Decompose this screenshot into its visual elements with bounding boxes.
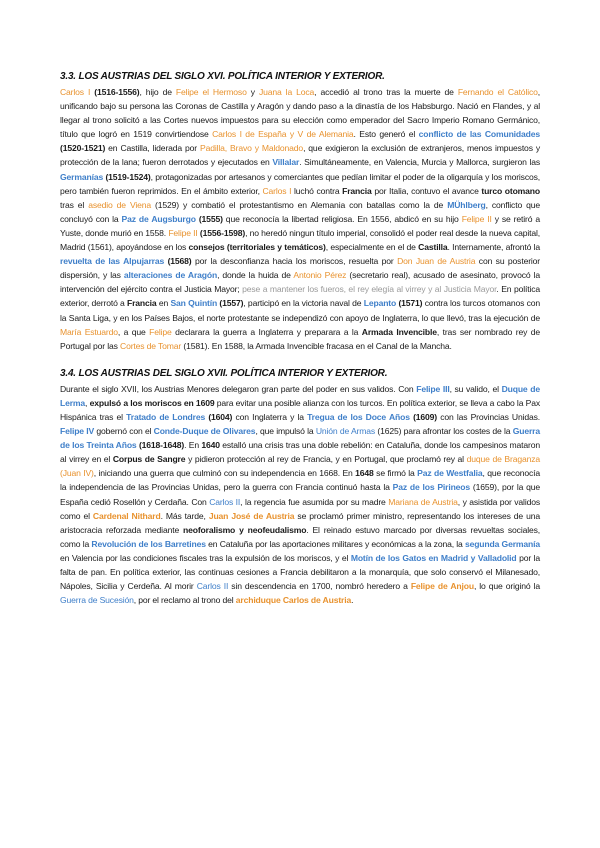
bold-text: (1556-1598) bbox=[199, 227, 246, 238]
highlighted-term: Felipe II bbox=[168, 227, 198, 238]
text-run: , y asistida por validos como el bbox=[60, 496, 540, 521]
highlighted-term: Felipe de Anjou bbox=[410, 581, 474, 592]
bold-text: (1555) bbox=[198, 213, 223, 224]
highlighted-term: Motín de los Gatos en Madrid y Valladolid bbox=[350, 552, 517, 563]
bold-text: 1648 bbox=[355, 468, 374, 479]
section-body-2 bbox=[60, 382, 540, 608]
highlighted-term: revuelta de las Alpujarras bbox=[60, 256, 165, 267]
highlighted-term: Tregua de los Doce Años bbox=[307, 411, 410, 422]
text-run: en Castilla, liderada por bbox=[105, 143, 201, 154]
text-run: con las Provincias Unidas. bbox=[437, 411, 541, 422]
section-title-2: 3.4. LOS AUSTRIAS DEL SIGLO XVII. POLÍTICA INTERIOR Y EXTERIOR. bbox=[60, 367, 388, 379]
text-run: se firmó la bbox=[373, 468, 418, 479]
highlighted-term: Don Juan de Austria bbox=[397, 256, 476, 267]
highlighted-term: Revolución de los Barretines bbox=[91, 538, 206, 549]
highlighted-term: Felipe bbox=[149, 326, 172, 337]
highlighted-term: Fernando el Católico bbox=[457, 87, 538, 97]
section-body-1 bbox=[60, 85, 540, 353]
highlighted-term: Conde-Duque de Olivares bbox=[153, 426, 256, 437]
highlighted-term: Tratado de Londres bbox=[126, 411, 206, 422]
text-run: que reconocía la libertad religiosa. En 1556, abdicó en su hijo bbox=[222, 213, 462, 224]
text-run: contra los turcos otomanos con la Santa Liga, y en los Países Bajos, el norte protestante se independizó con apoyo de Inglaterra, lo que llevó, tras la ejecución de bbox=[60, 298, 540, 323]
text-run: tras el bbox=[60, 199, 89, 210]
text-run: , iniciando una guerra que culminó con su independencia en 1668. En bbox=[93, 468, 356, 479]
text-run: , protagonizadas por artesanos y comerciantes que pedían limitar el poder de la oligarquía y los moriscos, pero también fueron reprimidos. En el ámbito exterior, bbox=[60, 171, 540, 196]
bold-text: Castilla bbox=[418, 242, 448, 253]
bold-text: (1618-1648) bbox=[138, 440, 185, 451]
highlighted-term: duque de Braganza (Juan IV) bbox=[60, 454, 540, 479]
highlighted-term: Cortes de Tomar bbox=[120, 340, 182, 351]
text-run: se proclamó primer ministro, representando los intereses de una aristocracia reforzada mediante bbox=[60, 510, 540, 535]
document-page bbox=[60, 70, 540, 607]
text-run: . Más tarde, bbox=[160, 510, 209, 521]
text-run: (1659), por la que España cedió Rosellón y Cerdaña. Con bbox=[60, 482, 541, 507]
highlighted-term: Felipe el Hermoso bbox=[175, 87, 247, 97]
highlighted-term: Paz de Augsburgo bbox=[121, 213, 196, 224]
text-run: . En política exterior, derrotó a bbox=[60, 284, 540, 309]
highlighted-term: Felipe IV bbox=[60, 426, 95, 437]
highlighted-term: Carlos II bbox=[209, 496, 241, 507]
text-run: por la falta de pan. En política exterior, las continuas cesiones a Francia debilitaron a la monarquía, que solo conservó el Milanesado, Nápoles, Sicilia y Cerdeña. Al morir bbox=[60, 552, 540, 592]
bold-text: (1519-1524) bbox=[105, 171, 151, 182]
text-run: por Italia, contuvo el avance bbox=[371, 185, 482, 196]
text-run: , accedió al trono tras la muerte de bbox=[314, 87, 458, 97]
highlighted-term: Juan José de Austria bbox=[208, 510, 295, 521]
bold-text: (1520-1521) bbox=[60, 143, 106, 154]
bold-text: (1571) bbox=[398, 298, 423, 309]
bold-text: (1604) bbox=[208, 411, 233, 422]
bold-text: neoforalismo y neofeudalismo bbox=[183, 524, 307, 535]
text-run: en bbox=[156, 298, 171, 309]
text-run: y se retiró a Yuste, donde murió en 1558. bbox=[60, 213, 540, 238]
highlighted-term: Carlos I de España y V de Alemania bbox=[212, 129, 354, 140]
text-run: y pidieron protección al rey de Francia, y en Portugal, que proclamó rey al bbox=[185, 454, 467, 465]
bold-text: (1609) bbox=[413, 411, 438, 422]
highlighted-term: Carlos I bbox=[60, 87, 91, 97]
text-run: luchó contra bbox=[291, 185, 343, 196]
highlighted-term: Guerra de los Treinta Años bbox=[60, 426, 540, 451]
text-run: , especialmente en el de bbox=[325, 242, 419, 253]
highlighted-term: Felipe III bbox=[416, 383, 450, 394]
text-run: , la regencia fue asumida por su madre bbox=[240, 496, 389, 507]
text-run: , donde la huida de bbox=[217, 270, 294, 281]
text-run: estalló una crisis tras una doble rebelión: en Cataluña, donde los campesinos mataron al virrey en el bbox=[60, 440, 540, 465]
highlighted-term: Juana la Loca bbox=[258, 87, 315, 97]
text-run: y bbox=[246, 87, 259, 97]
highlighted-term: Padilla, Bravo y Maldonado bbox=[200, 143, 304, 154]
text-run: , que reconocía la independencia de las Provincias Unidas, pero la guerra con Francia continuó hasta la bbox=[60, 468, 540, 493]
text-run: , conflicto que concluyó con la bbox=[60, 199, 540, 224]
bold-text: turco otomano bbox=[481, 185, 541, 196]
bold-text: Francia bbox=[127, 298, 157, 309]
bold-text: Armada Invencible bbox=[361, 326, 437, 337]
bold-text: (1568) bbox=[167, 256, 192, 267]
text-run: , bbox=[85, 397, 90, 408]
highlighted-term: pese a mantener los fueros, el rey elegía al virrey y al Justicia Mayor bbox=[242, 284, 497, 295]
highlighted-term: Germanías bbox=[60, 171, 104, 182]
text-run: gobernó con el bbox=[94, 426, 154, 437]
highlighted-term: Paz de Westfalia bbox=[417, 468, 483, 479]
bold-text: (1516-1556) bbox=[94, 87, 140, 97]
text-run: con Inglaterra y la bbox=[232, 411, 308, 422]
bold-text: 1640 bbox=[201, 440, 220, 451]
text-run: para evitar una posible alianza con los turcos. En política exterior, se lleva a cabo la Pax Hispánica tras el bbox=[60, 397, 540, 422]
text-run: , su valido, el bbox=[449, 383, 502, 394]
text-run: , participó en la victoria naval de bbox=[243, 298, 364, 309]
text-run: sin descendencia en 1700, nombró heredero a bbox=[228, 581, 411, 592]
highlighted-term: Duque de Lerma bbox=[60, 383, 540, 408]
highlighted-term: Carlos I bbox=[262, 185, 292, 196]
highlighted-term: asedio de Viena bbox=[88, 199, 152, 210]
highlighted-term: Villalar bbox=[272, 157, 300, 168]
text-run: Durante el siglo XVII, los Austrias Menores delegaron gran parte del poder en sus validos. Con bbox=[60, 383, 417, 394]
highlighted-term: Guerra de Sucesión bbox=[60, 595, 134, 606]
text-run: en Cataluña por las aportaciones militares y económicas a la zona, la bbox=[205, 538, 465, 549]
bold-text: expulsó a los moriscos en 1609 bbox=[89, 397, 215, 408]
text-run: , por el reclamo al trono del bbox=[133, 595, 236, 606]
text-run: (secretario real), acusado de asesinato, provocó la intervención del ejército contra el Justicia Mayor; bbox=[60, 270, 540, 295]
highlighted-term: Carlos II bbox=[196, 581, 229, 592]
text-run: (1529) y combatió el protestantismo en Alemania con batallas como la de bbox=[151, 199, 448, 210]
text-run: , hijo de bbox=[139, 87, 176, 97]
text-run: , que impulsó la bbox=[255, 426, 316, 437]
highlighted-term: María Estuardo bbox=[60, 326, 118, 337]
text-run: en Valencia por las condiciones fiscales tras la expulsión de los moriscos, y el bbox=[60, 552, 351, 563]
highlighted-term: Lepanto bbox=[363, 298, 397, 309]
highlighted-term: Felipe II bbox=[461, 213, 492, 224]
text-run: . En bbox=[184, 440, 202, 451]
highlighted-term: alteraciones de Aragón bbox=[123, 270, 218, 281]
text-run: , no heredó ningun título imperial, consolidó el poder real desde la nueva capital, Madrid (1561), apoyándose en los bbox=[60, 227, 540, 253]
highlighted-term: Unión de Armas bbox=[315, 426, 376, 437]
highlighted-term: Cardenal Nithard bbox=[92, 510, 161, 521]
text-run: por la desconfianza hacia los moriscos, resuelta por bbox=[191, 256, 398, 267]
highlighted-term: Mariana de Austria bbox=[388, 496, 458, 507]
text-run: . Esto generó el bbox=[353, 129, 419, 140]
text-run: , que exigieron la exclusión de extranjeros, menos impuestos y protección de la lana; fueron derrotados y ejecutados en bbox=[60, 143, 540, 168]
text-run: . El reinado estuvo marcado por diversas revueltas sociales, como la bbox=[60, 524, 540, 549]
text-run: . bbox=[351, 595, 354, 606]
highlighted-term: Paz de los Pirineos bbox=[392, 482, 471, 493]
text-run: (1625) para afrontar los costes de la bbox=[375, 426, 513, 437]
text-run: . Internamente, afrontó la bbox=[447, 242, 541, 253]
text-run: (1581). En 1588, la Armada Invencible fracasa en el Canal de la Mancha. bbox=[181, 340, 452, 351]
bold-text: Francia bbox=[342, 185, 372, 196]
text-run: . Simultáneamente, en Valencia, Murcia y Mallorca, surgieron las bbox=[299, 157, 540, 168]
text-run: , a que bbox=[117, 326, 150, 337]
text-run: , tras ser nombrado rey de Portugal por las bbox=[60, 326, 540, 351]
highlighted-term: MÜhlberg bbox=[447, 199, 486, 210]
bold-text: Corpus de Sangre bbox=[112, 454, 186, 465]
section-title-1: 3.3. LOS AUSTRIAS DEL SIGLO XVI. POLÍTICA INTERIOR Y EXTERIOR. bbox=[60, 71, 385, 82]
text-run: declarara la guerra a Inglaterra y preparara a la bbox=[171, 326, 362, 337]
highlighted-term: segunda Germanía bbox=[464, 538, 540, 549]
text-run: con su posterior dispersión, y las bbox=[60, 256, 541, 281]
highlighted-term: Antonio Pérez bbox=[293, 270, 347, 281]
highlighted-term: archiduque Carlos de Austria bbox=[235, 595, 352, 606]
highlighted-term: conflicto de las Comunidades bbox=[418, 129, 540, 140]
highlighted-term: San Quintín bbox=[170, 298, 218, 309]
bold-text: (1557) bbox=[219, 298, 244, 309]
text-run: , lo que originó la bbox=[473, 581, 541, 592]
bold-text: consejos (territoriales y temáticos) bbox=[188, 242, 326, 253]
text-run: , unificando bajo su persona las Coronas de Castilla y Aragón y dando paso a la dinastía de los Habsburgo. Nació en Flandes, y al llegar al trono solicitó a las Cortes nuevos impuestos para su elección como emperador del Sacro Imperio Romano Germánico, título que logró en 1519 convirtiendose bbox=[60, 87, 540, 140]
